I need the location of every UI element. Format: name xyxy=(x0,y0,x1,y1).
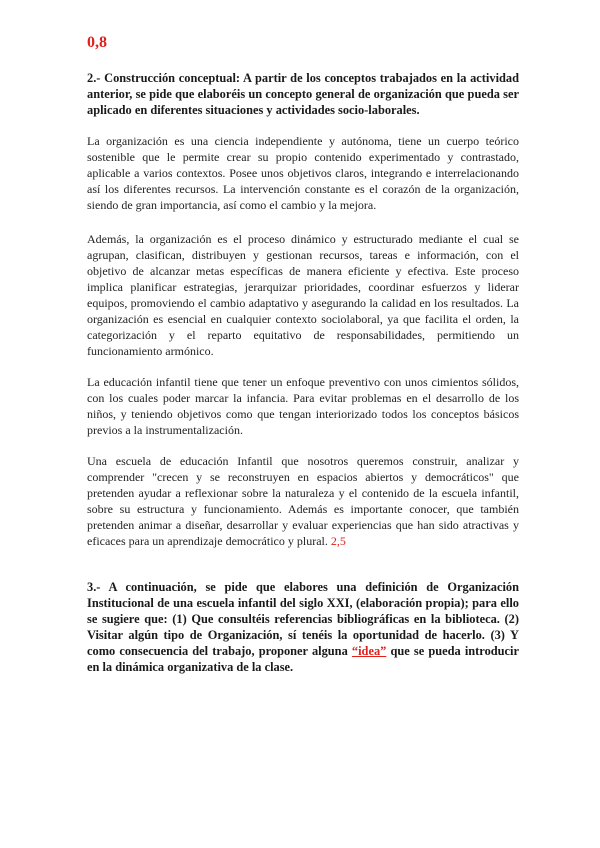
section-2-heading: 2.- Construcción conceptual: A partir de los conceptos trabajados en la actividad anterior, se pide que elaboréis un concepto general de organización que pueda ser aplicado en diferentes situaciones y actividades socio-laborales. xyxy=(87,71,519,117)
paragraph-4 xyxy=(87,453,519,549)
grade-score: 0,8 xyxy=(87,34,107,51)
paragraph-4-text: Una escuela de educación Infantil que nosotros queremos construir, analizar y comprender "crecen y se reconstruyen en espacios abiertos y democráticos" que pretenden ayudar a reflexionar sobre la naturaleza y el contenido de la escuela infantil, sobre su estructura y funcionamiento. Además es importante conocer, que también pretenden animar a diseñar, desarrollar y evaluar experiencias que han sido atractivas y eficaces para un aprendizaje democrático y plural. xyxy=(87,454,519,548)
paragraph-3: La educación infantil tiene que tener un enfoque preventivo con unos cimientos sólidos, con los cuales poder marcar la infancia. Para evitar problemas en el desarrollo de los niños, y teniendo objetivos como que tengan interiorizado todos los conceptos básicos previos a la instrumentalización. xyxy=(87,375,519,437)
paragraph-1: La organización es una ciencia independiente y autónoma, tiene un cuerpo teórico sostenible que le permite crear su propio contenido experimentado y contrastado, aplicable a varios contextos. Posee unos objetivos claros, integrando e interrelacionando así los diferentes recursos. La intervención constante es el corazón de la organización, siendo de gran importancia, así como el cambio y la mejora. xyxy=(87,134,519,212)
idea-link[interactable]: “idea” xyxy=(351,644,387,658)
section-3-heading xyxy=(87,579,519,675)
paragraph-2: Además, la organización es el proceso dinámico y estructurado mediante el cual se agrupan, clasifican, distribuyen y gestionan recursos, tareas e información, con el objetivo de alcanzar metas específicas de manera eficiente y efectiva. Este proceso implica planificar estrategias, jerarquizar prioridades, coordinar esfuerzos y liderar equipos, promoviendo el cambio adaptativo y asegurando la calidad en los resultados. La organización es esencial en cualquier contexto sociolaboral, ya que facilita el orden, la categorización y el reparto equitativo de responsabilidades, permitiendo un funcionamiento armónico. xyxy=(87,232,519,358)
inline-score: 2,5 xyxy=(330,534,346,548)
section-3-text-after: que se pueda introducir en la dinámica organizativa de la clase. xyxy=(87,644,519,674)
section-3-text-before: 3.- A continuación, se pide que elabores una definición de Organización Institucional de una escuela infantil del siglo XXI, (elaboración propia); para ello se sugiere que: (1) Que consultéis referencias bibliográficas en la biblioteca. (2) Visitar algún tipo de Organización, sí tenéis la oportunidad de hacerlo. (3) Y como consecuencia del trabajo, proponer alguna xyxy=(87,580,519,658)
